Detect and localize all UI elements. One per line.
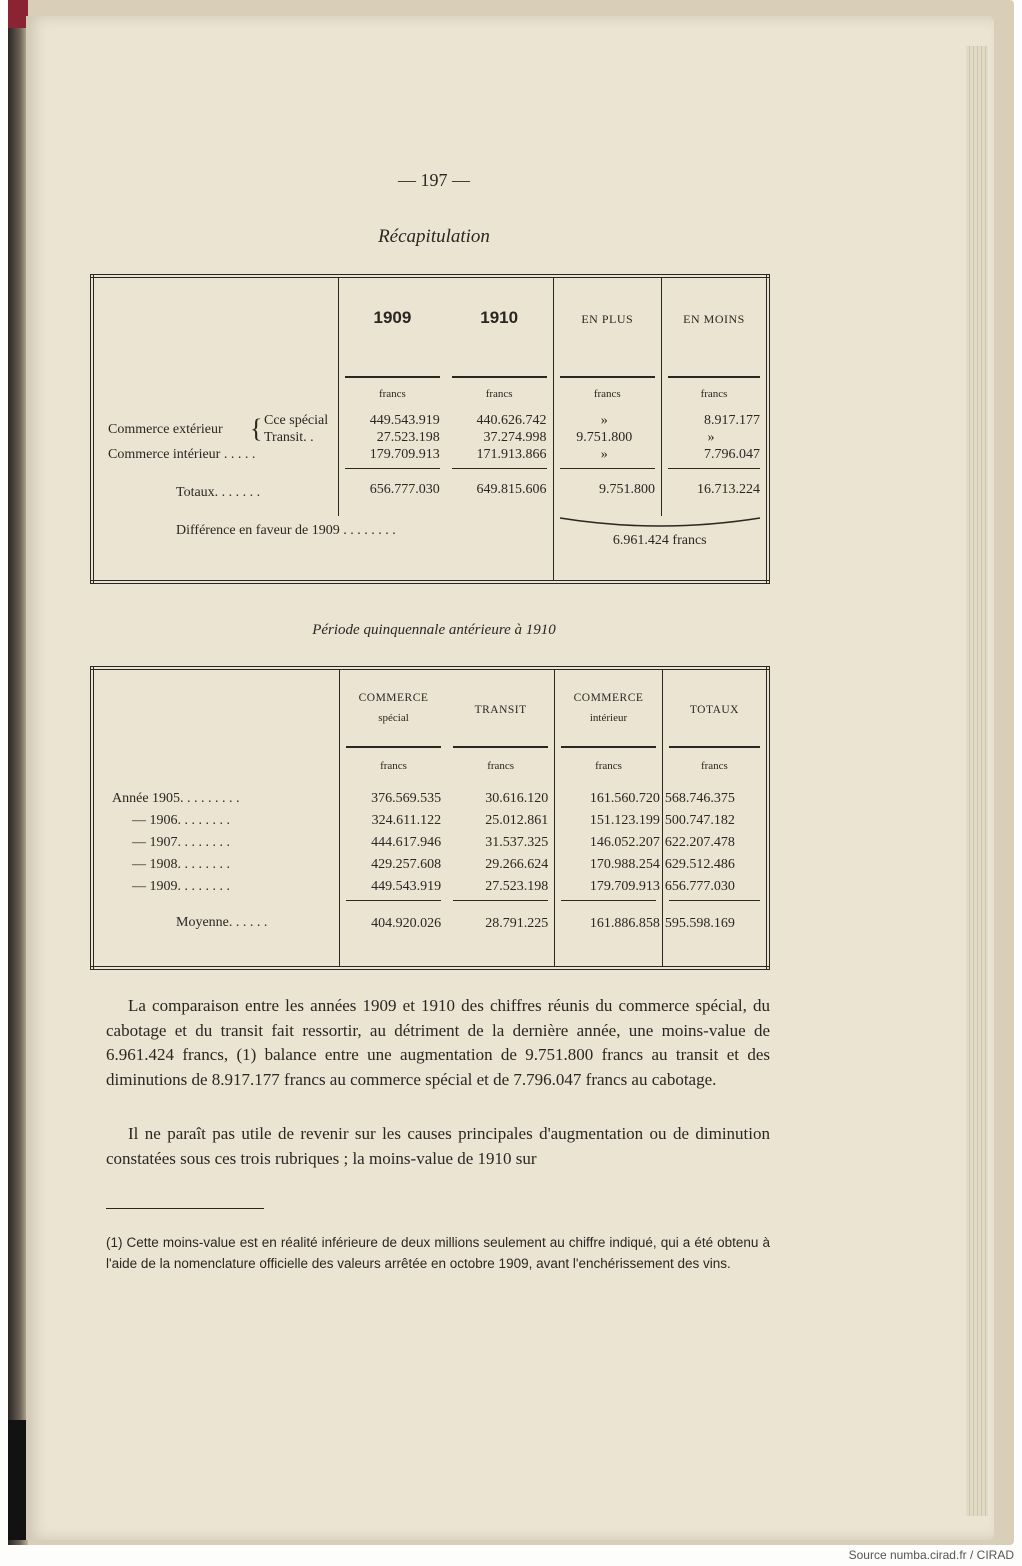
page-number: — 197 — [398,170,470,190]
header-1909: 1909 [373,308,412,327]
period-table [90,666,770,970]
cell: 449.543.919 [371,879,442,894]
row-label-1905: Année 1905. . . . . . . . . [112,791,240,806]
total-cell: 656.777.030 [369,482,440,497]
red-ribbon-marker [8,0,28,28]
recap-title: Récapitulation [378,226,490,247]
average-label: Moyenne. . . . . . [176,915,268,930]
header-en-moins: EN MOINS [683,312,745,326]
cell: 324.611.122 [371,813,442,828]
row-label-1907: — 1907. . . . . . . . [132,835,230,850]
cell: 444.617.946 [371,835,442,850]
cell: 30.616.120 [485,791,549,806]
footnote: (1) Cette moins-value est en réalité inférieure de deux millions seulement au chiffre indiqué, qui a été obtenu à l'aide de la nomenclature officielle des valeurs arrêtée en octobre 1909, avant l'enchérissement des vins. [106,1235,770,1271]
row-label-1906: — 1906. . . . . . . . [132,813,230,828]
cell: 171.913.866 [476,447,547,462]
cell: 27.523.198 [485,879,549,894]
cell: 568.746.375 [664,791,735,806]
average-cell: 28.791.225 [485,916,549,931]
row-label-1908: — 1908. . . . . . . . [132,857,230,872]
cell: 429.257.608 [371,857,442,872]
cell: 449.543.919 [369,413,440,428]
header-transit: TRANSIT [474,704,527,716]
cell: 440.626.742 [476,413,547,428]
cell: 656.777.030 [664,879,735,894]
row-label-transit: Transit. . [264,430,314,445]
units-label: francs [380,760,407,772]
cell: 179.709.913 [369,447,440,462]
cell: » [707,430,715,445]
cell: 27.523.198 [376,430,440,445]
row-label-1909: — 1909. . . . . . . . [132,879,230,894]
average-cell: 595.598.169 [664,916,735,931]
cell: 161.560.720 [589,791,660,806]
header-commerce-special: COMMERCE [358,692,429,704]
cell: 31.537.325 [485,835,549,850]
recap-table [90,274,770,584]
totals-label: Totaux. . . . . . . [176,485,261,500]
cell: 146.052.207 [589,835,660,850]
average-cell: 161.886.858 [589,916,660,931]
cell: 8.917.177 [704,413,760,428]
cell: 9.751.800 [576,430,633,445]
units-label: francs [485,388,513,400]
period-title: Période quinquennale antérieure à 1910 [312,622,556,638]
difference-value: 6.961.424 francs [612,533,707,548]
brace-symbol: { [250,414,263,443]
units-label: francs [595,760,622,772]
cell: 376.569.535 [371,791,442,806]
cell: 179.709.913 [589,879,660,894]
header-sub-special: spécial [378,712,409,724]
total-cell: 9.751.800 [599,482,655,497]
cell: 7.796.047 [704,447,760,462]
header-sub-interieur: intérieur [589,712,628,724]
difference-label: Différence en faveur de 1909 . . . . . . . . [176,523,396,538]
cell: 629.512.486 [664,857,735,872]
units-label: francs [378,388,406,400]
cell: 25.012.861 [485,813,549,828]
total-cell: 649.815.606 [476,482,547,497]
units-label: francs [700,760,728,772]
header-commerce-interieur: COMMERCE [573,692,644,704]
bracket-curve [554,516,766,530]
units-label: francs [700,388,728,400]
units-label: francs [487,760,515,772]
body-paragraph: Il ne paraît pas utile de revenir sur les causes principales d'augmentation ou de diminution constatées sous ces trois rubriques ; la moins-value de 1910 sur [106,1124,770,1168]
header-totaux: TOTAUX [689,704,739,716]
page-edges [966,46,988,1516]
units-label: francs [593,388,621,400]
cell: 170.988.254 [589,857,660,872]
cell: » [600,413,608,428]
total-cell: 16.713.224 [697,482,760,497]
footnote-rule [106,1208,264,1209]
cell: 500.747.182 [664,813,735,828]
cell: 622.207.478 [664,835,735,850]
cell: » [600,447,608,462]
cell: 29.266.624 [485,857,549,872]
body-paragraph: La comparaison entre les années 1909 et 1910 des chiffres réunis du commerce spécial, du cabotage et du transit fait ressortir, au détriment de la dernière année, une moins-value de 6.961.424 francs, (1) balance entre une augmentation de 9.751.800 francs au transit et des diminutions de 8.917.177 francs au commerce spécial et de 7.796.047 francs au cabotage. [106,996,770,1089]
row-label-special: Cce spécial [264,413,329,428]
header-1910: 1910 [480,308,519,327]
average-cell: 404.920.026 [371,916,442,931]
header-en-plus: EN PLUS [581,312,634,326]
row-label-interieur: Commerce intérieur . . . . . [108,447,256,462]
source-credit: Source numba.cirad.fr / CIRAD [848,1548,1014,1562]
cell: 37.274.998 [483,430,547,445]
cell: 151.123.199 [589,813,660,828]
commerce-exterieur-label: Commerce extérieur [108,422,223,437]
dark-ribbon-marker [8,1420,28,1540]
